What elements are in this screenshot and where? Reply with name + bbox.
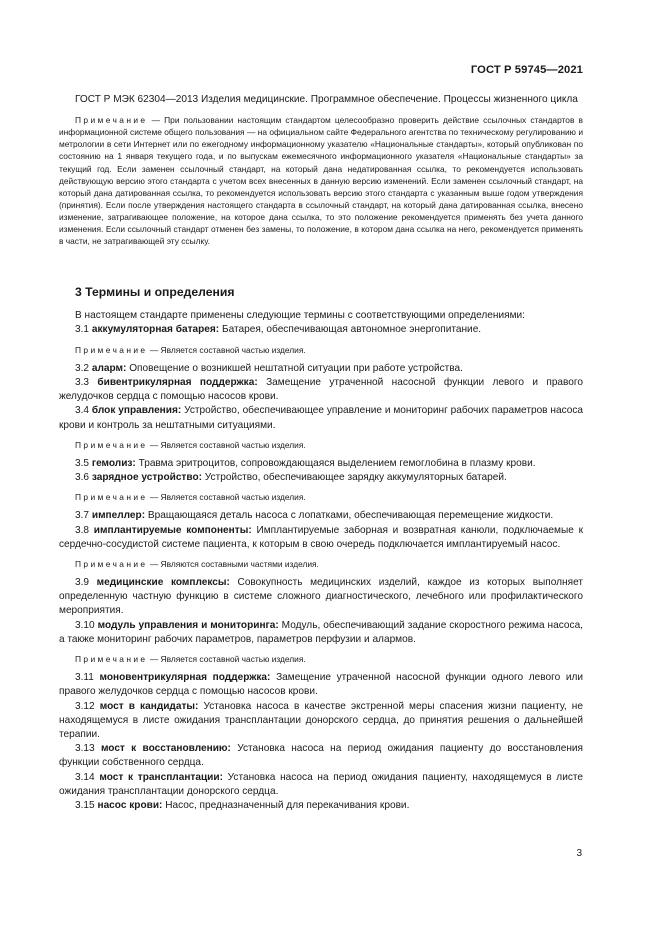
term-name: модуль управления и мониторинга: (97, 619, 279, 631)
term-name: медицинские комплексы: (96, 577, 230, 589)
document-code: ГОСТ Р 59745—2021 (470, 64, 583, 76)
term-entry (59, 404, 583, 432)
term-name: мост в кандидаты: (99, 700, 199, 712)
term-number: 3.5 (75, 457, 90, 469)
note-text: — При пользовании настоящим стандартом целесообразно проверить действие ссылочных стандартов в информационной системе общего пользования — на официальном сайте Федерального агентства по техническому регулированию и метрологии в сети Интернет или по ежегодному информационному указателю «Национальные стандарты», который опубликован по состоянию на 1 января текущего года, и по выпускам ежемесячного информационного указателя «Национальные стандарты» за текущий год. Если заменен ссылочный стандарт, на который дана недатированная ссылка, то рекомендуется использовать действующую версию этого стандарта с учетом всех внесенных в данную версию изменений. Если заменен ссылочный стандарт, на который дана датированная ссылка, то рекомендуется использовать версию этого стандарта с указанным выше годом утверждения (принятия). Если после утверждения настоящего стандарта в ссылочный стандарт, на который дана датированная ссылка, внесено изменение, затрагивающее положение, на которое дана ссылка, то это положение рекомендуется применять без учета данного изменения. Если ссылочный стандарт отменен без замены, то положение, в котором дана ссылка на него, рекомендуется применять в части, не затрагивающей эту ссылку. (59, 115, 584, 247)
term-name: аккумуляторная батарея: (91, 324, 220, 336)
note-text: — Является составной частью изделия. (149, 344, 306, 355)
term-number: 3.8 (75, 524, 90, 536)
term-entry (59, 671, 583, 699)
term-note (59, 653, 583, 665)
term-name: мост к трансплантации: (99, 771, 223, 783)
note-label: Примечание (75, 115, 148, 126)
term-note (59, 439, 583, 451)
term-entry (59, 619, 583, 647)
term-name: гемолиз: (91, 457, 136, 469)
term-definition: Насос, предназначенный для перекачивания крови. (165, 799, 410, 811)
page-content (59, 93, 583, 813)
term-definition: Устройство, обеспечивающее управление и мониторинг рабочих параметров насоса крови и контроль за нештатными ситуациями. (59, 405, 584, 431)
term-entry (59, 509, 583, 523)
term-name: зарядное устройство: (91, 472, 202, 484)
term-entry (59, 771, 583, 799)
note-text: — Являются составными частями изделия. (149, 558, 319, 569)
term-definition: Установка насоса в качестве экстренной меры спасения жизни пациенту, не находящемуся в листе ожидания трансплантации донорского сердца, до принятия решения о дальнейшей терапии. (59, 700, 583, 740)
term-name: моновентрикулярная поддержка: (99, 672, 271, 684)
term-entry (59, 576, 583, 619)
term-number: 3.12 (75, 700, 95, 712)
term-entry (59, 376, 583, 404)
term-name: импеллер: (91, 510, 146, 522)
term-entry (59, 799, 583, 813)
term-entry (59, 323, 583, 337)
term-note (59, 344, 583, 356)
term-number: 3.10 (75, 619, 95, 631)
term-note (59, 558, 583, 570)
term-entry (59, 524, 583, 552)
term-entry (59, 457, 583, 471)
term-entry (59, 471, 583, 485)
term-name: насос крови: (97, 799, 163, 811)
term-number: 3.7 (75, 510, 90, 522)
term-name: имплантируемые компоненты: (93, 524, 252, 536)
term-entry (59, 742, 583, 770)
term-entry (59, 362, 583, 376)
term-definition: Батарея, обеспечивающая автономное энергопитание. (221, 324, 482, 336)
term-number: 3.4 (75, 405, 90, 417)
reference-entry: ГОСТ Р МЭК 62304—2013 Изделия медицинские. Программное обеспечение. Процессы жизненного цикла (75, 94, 578, 105)
term-number: 3.15 (75, 799, 95, 811)
term-number: 3.3 (75, 376, 90, 388)
term-definition: Установка насоса на период ожидания пациенту, находящемуся в листе ожидания трансплантации донорского сердца. (59, 771, 584, 797)
section-intro: В настоящем стандарте применены следующие термины с соответствующими определениями: (75, 310, 525, 322)
term-entry (59, 700, 583, 743)
note-label: Примечание (75, 654, 148, 665)
reference-note (59, 114, 583, 247)
note-text: — Является составной частью изделия. (149, 439, 306, 450)
term-definition: Имплантируемые заборная и возвратная канюли, подключаемые к сердечно-сосудистой системе пациента, к которым в свою очередь подключается имплантируемый насос. (59, 524, 584, 550)
note-label: Примечание (75, 558, 148, 569)
note-text: — Является составной частью изделия. (149, 654, 306, 665)
term-number: 3.11 (75, 672, 94, 684)
note-label: Примечание (75, 439, 148, 450)
term-number: 3.2 (75, 362, 90, 374)
term-definition: Устройство, обеспечивающее зарядку аккумуляторных батарей. (204, 472, 507, 484)
term-number: 3.13 (75, 743, 95, 755)
term-definition: Замещение утраченной насосной функции одного левого или правого желудочков сердца с помощью насосов крови. (59, 672, 583, 698)
term-name: аларм: (91, 362, 127, 374)
note-text: — Является составной частью изделия. (149, 492, 306, 503)
note-label: Примечание (75, 492, 148, 503)
term-name: бивентрикулярная поддержка: (97, 376, 258, 388)
term-definition: Вращающаяся деталь насоса с лопатками, обеспечивающая перемещение жидкости. (147, 510, 554, 522)
term-number: 3.9 (75, 577, 90, 589)
term-number: 3.14 (75, 771, 95, 783)
page-number: 3 (576, 848, 582, 859)
term-definition: Установка насоса на период ожидания пациенту до восстановления функции собственного сердца. (59, 743, 584, 769)
term-definition: Совокупность медицинских изделий, каждое из которых выполняет определенную частную функцию в системе сложного диагностического, лечебного или профилактического мероприятия. (59, 577, 583, 617)
term-name: мост к восстановлению: (100, 743, 231, 755)
term-name: блок управления: (91, 405, 182, 417)
term-definition: Модуль, обеспечивающий задание скоростного режима насоса, а также мониторинг рабочих параметров, параметров перфузии и алармов. (59, 619, 583, 645)
term-definition: Оповещение о возникшей нештатной ситуации при работе устройства. (129, 362, 463, 374)
note-label: Примечание (75, 344, 148, 355)
term-definition: Замещение утраченной насосной функции левого и правого желудочков сердца с помощью насосов крови. (59, 376, 583, 403)
section-heading: 3 Термины и определения (75, 285, 235, 300)
term-note (59, 491, 583, 503)
term-number: 3.6 (75, 472, 90, 484)
term-number: 3.1 (75, 324, 90, 336)
term-definition: Травма эритроцитов, сопровождающаяся выделением гемоглобина в плазму крови. (138, 457, 536, 469)
